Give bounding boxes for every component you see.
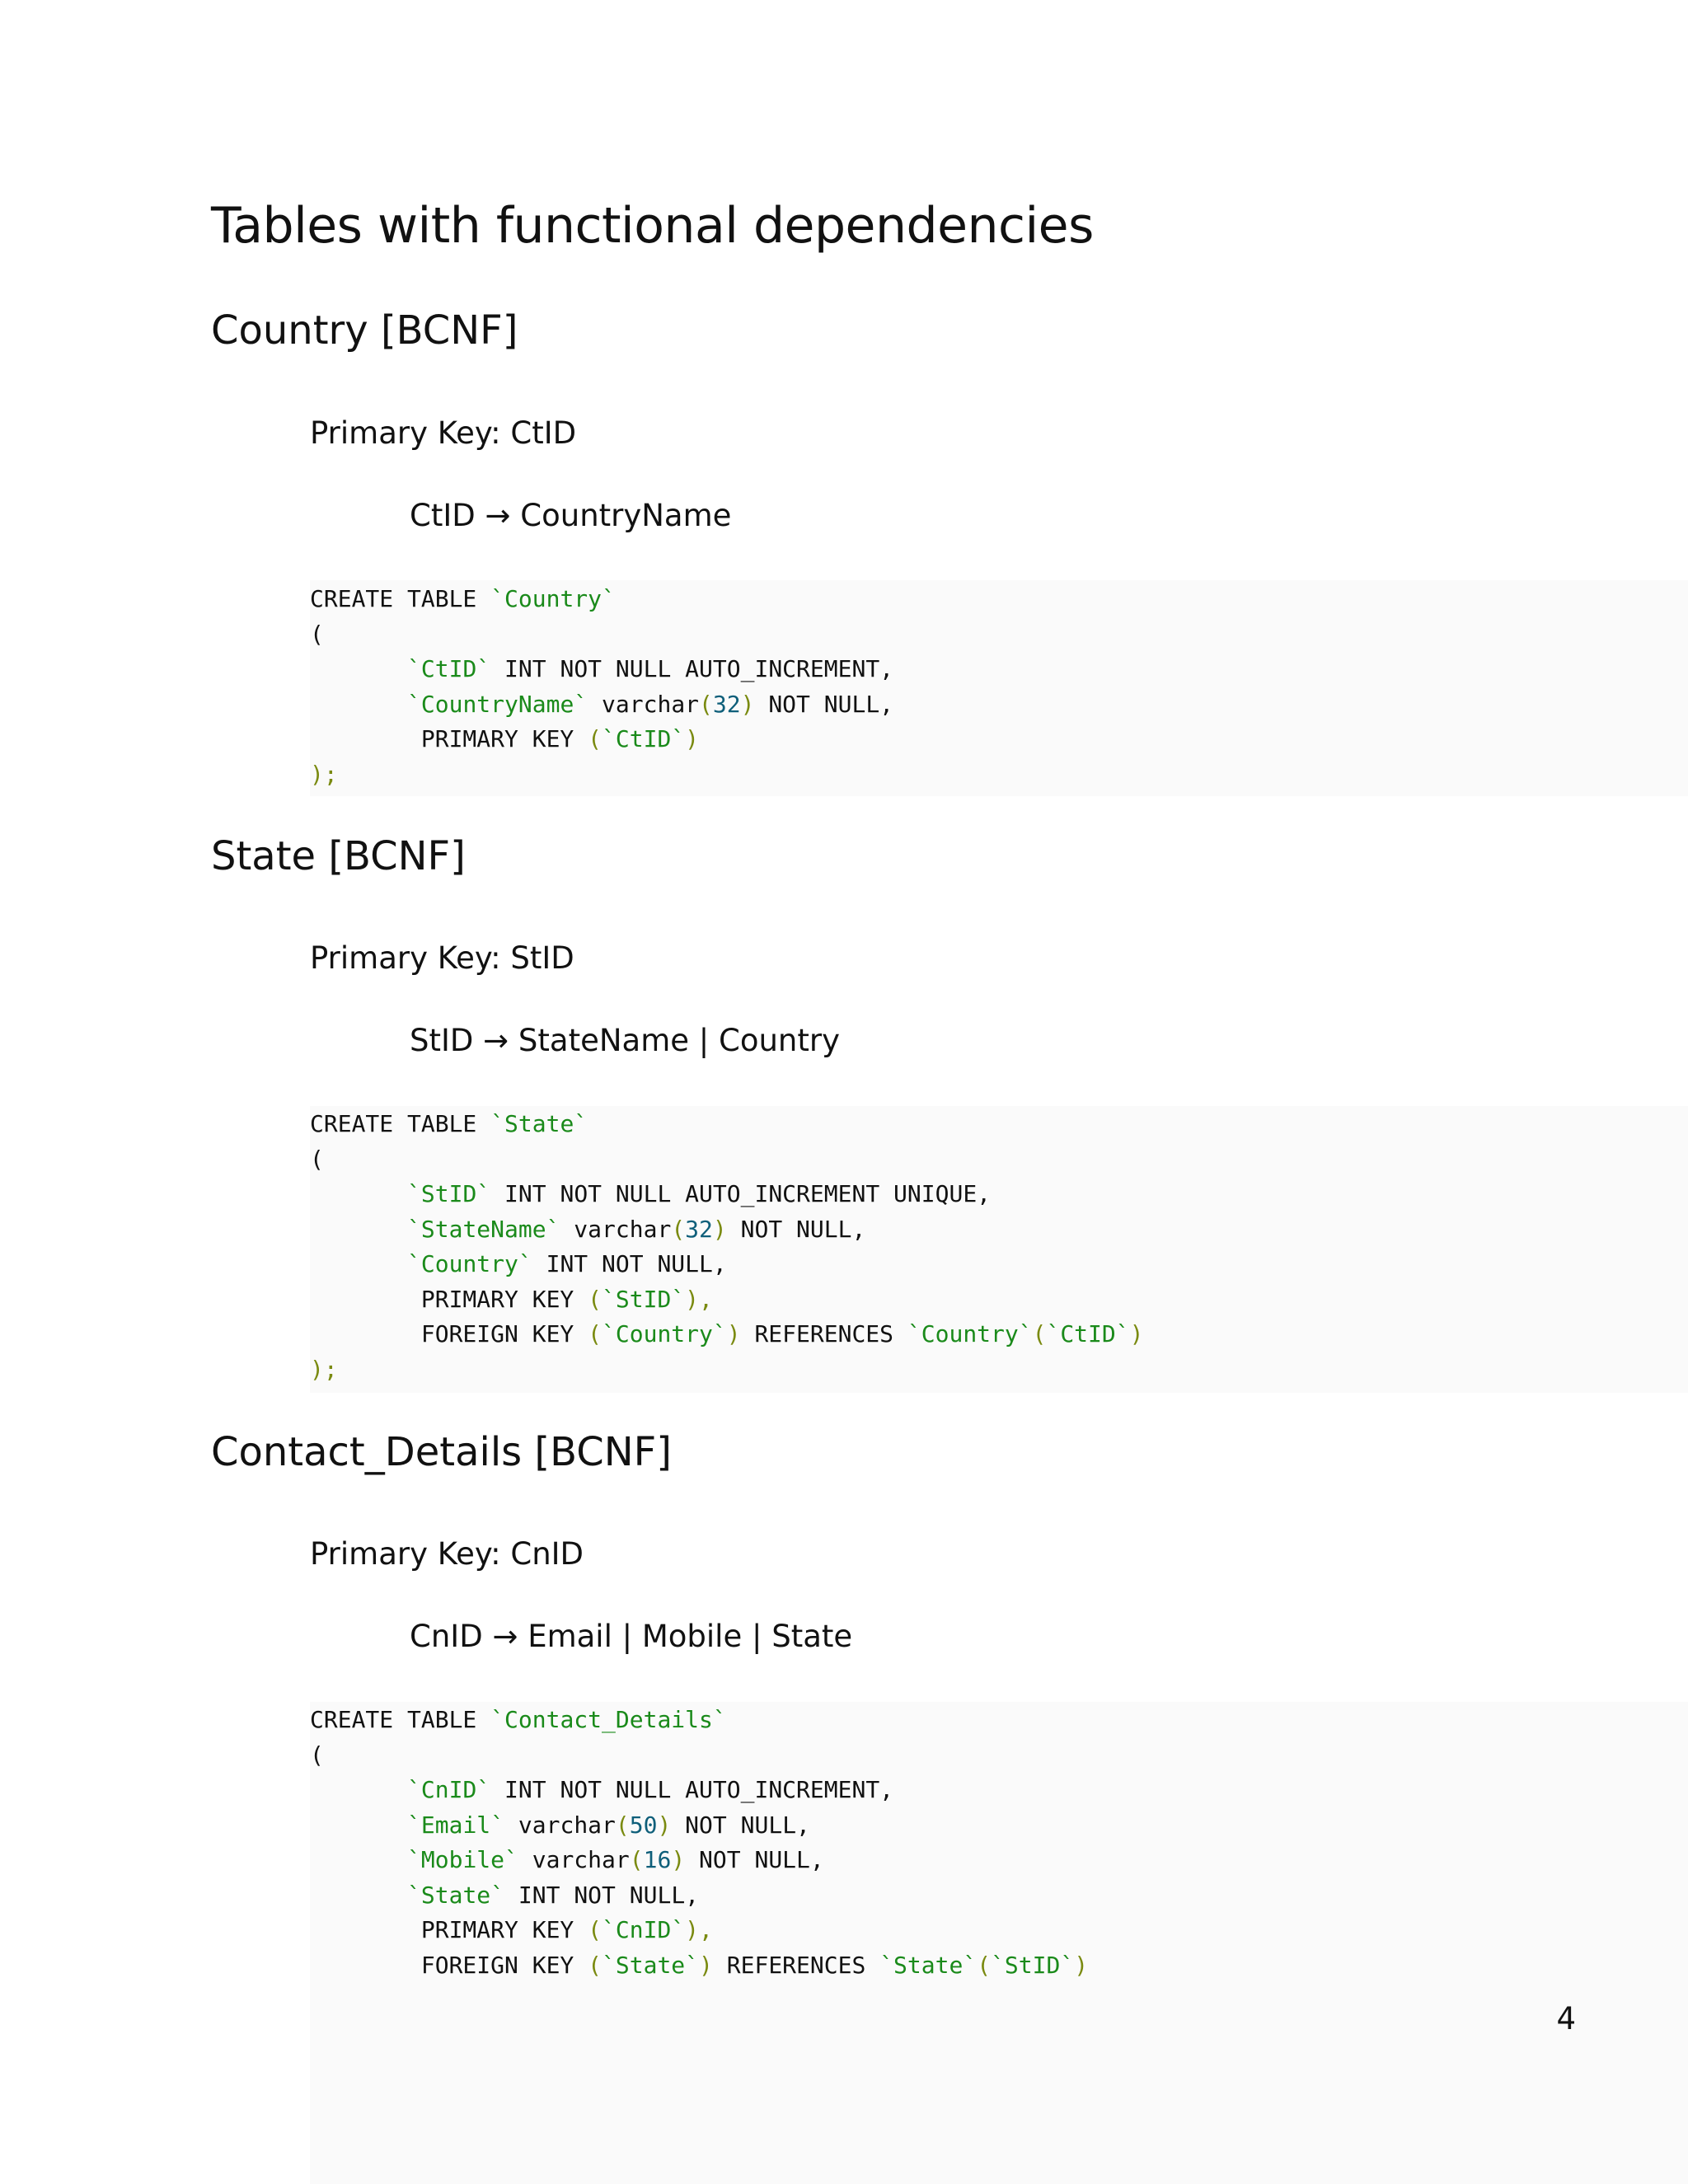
section-heading-contact-details: Contact_Details [BCNF] <box>211 1429 672 1475</box>
code-token: ) <box>726 1320 741 1347</box>
code-token: `State` <box>602 1951 700 1979</box>
section-heading-state: State [BCNF] <box>211 833 466 879</box>
code-line <box>310 1843 1088 1878</box>
code-token: ( <box>588 1951 603 1979</box>
code-token: ( <box>615 1811 630 1839</box>
code-token: ), <box>685 1916 713 1943</box>
code-token: `CnID` <box>602 1916 686 1943</box>
code-token: ) <box>712 1215 727 1243</box>
code-token: FOREIGN KEY <box>310 1320 588 1347</box>
code-token: `StID` <box>991 1951 1075 1979</box>
code-token: CREATE TABLE <box>310 585 491 612</box>
code-line <box>310 1247 1143 1282</box>
code-token <box>310 1180 407 1207</box>
code-token: varchar <box>504 1811 616 1839</box>
primary-key-contact-details: Primary Key: CnID <box>310 1536 584 1572</box>
code-token: NOT NULL, <box>726 1215 866 1243</box>
code-line <box>310 1913 1088 1948</box>
code-token: ( <box>699 690 713 718</box>
code-token: ) <box>740 690 755 718</box>
code-line <box>310 1317 1143 1352</box>
sql-code-contact-details <box>310 1703 1088 1983</box>
code-line <box>310 1177 1143 1212</box>
code-token <box>310 691 407 718</box>
code-token: varchar <box>588 690 700 718</box>
code-token: `StateName` <box>407 1215 560 1243</box>
code-line <box>310 1738 1088 1774</box>
code-token: `CtID` <box>602 725 686 752</box>
code-token: INT NOT NULL AUTO_INCREMENT, <box>490 655 894 682</box>
code-token: CREATE TABLE <box>310 1110 491 1137</box>
code-token: varchar <box>518 1846 630 1873</box>
code-token: ( <box>629 1846 644 1873</box>
code-token <box>310 1811 407 1839</box>
code-token: `CountryName` <box>407 690 588 718</box>
code-line <box>310 1703 1088 1738</box>
code-token: NOT NULL, <box>671 1811 810 1839</box>
primary-key-country: Primary Key: CtID <box>310 415 577 451</box>
code-token <box>310 1776 407 1803</box>
code-token: ) <box>671 1846 686 1873</box>
code-token: ); <box>310 1355 338 1383</box>
dependency-contact-details: CnID → Email | Mobile | State <box>410 1619 853 1654</box>
code-token: CREATE TABLE <box>310 1706 491 1733</box>
code-line <box>310 1948 1088 1984</box>
code-token: 32 <box>685 1215 713 1243</box>
code-token: INT NOT NULL AUTO_INCREMENT, <box>490 1776 894 1803</box>
primary-key-state: Primary Key: StID <box>310 940 574 976</box>
code-line <box>310 617 893 653</box>
code-token: REFERENCES <box>712 1951 880 1979</box>
code-token: `State` <box>490 1110 588 1137</box>
code-line <box>310 1212 1143 1248</box>
code-token: INT NOT NULL AUTO_INCREMENT UNIQUE, <box>490 1180 992 1207</box>
code-token: ( <box>588 1916 603 1943</box>
code-line <box>310 757 893 793</box>
code-token: `StID` <box>407 1180 491 1207</box>
code-token: INT NOT NULL, <box>532 1250 727 1277</box>
code-token: 16 <box>643 1846 672 1873</box>
code-token <box>310 1216 407 1243</box>
code-token <box>310 1846 407 1873</box>
code-token: `Country` <box>602 1320 727 1347</box>
section-heading-country: Country [BCNF] <box>211 307 518 354</box>
code-token: REFERENCES <box>740 1320 907 1347</box>
code-token: `CtID` <box>1046 1320 1130 1347</box>
code-token: `Country` <box>407 1250 532 1277</box>
sql-code-state <box>310 1107 1143 1387</box>
code-line <box>310 1773 1088 1808</box>
code-token: INT NOT NULL, <box>504 1881 700 1909</box>
code-token: `Mobile` <box>407 1846 518 1873</box>
page-number: 4 <box>1556 2001 1576 2036</box>
code-token: NOT NULL, <box>754 690 894 718</box>
code-token: `Country` <box>907 1320 1033 1347</box>
code-token: 50 <box>629 1811 658 1839</box>
code-token <box>310 1882 407 1909</box>
code-token: NOT NULL, <box>685 1846 824 1873</box>
code-token: ( <box>588 1320 603 1347</box>
code-token <box>310 1250 407 1277</box>
code-token: ) <box>1074 1951 1089 1979</box>
code-token: ( <box>1032 1320 1047 1347</box>
code-token: ( <box>588 725 603 752</box>
code-token: ( <box>310 1145 324 1173</box>
code-line <box>310 1282 1143 1318</box>
code-token: PRIMARY KEY <box>310 725 588 752</box>
code-token: `Country` <box>490 585 616 612</box>
code-token: ( <box>671 1215 686 1243</box>
code-token: varchar <box>560 1215 672 1243</box>
code-token: ) <box>1129 1320 1144 1347</box>
code-line <box>310 722 893 757</box>
code-line <box>310 1878 1088 1914</box>
code-line <box>310 1142 1143 1178</box>
code-token: ( <box>310 620 324 648</box>
code-line <box>310 582 893 617</box>
code-token: `State` <box>879 1951 978 1979</box>
code-token: ); <box>310 760 338 788</box>
code-line <box>310 687 893 723</box>
code-token: ( <box>977 1951 992 1979</box>
code-token: ( <box>310 1741 324 1769</box>
code-token: ( <box>588 1285 603 1313</box>
code-token: `CtID` <box>407 655 491 682</box>
code-line <box>310 1808 1088 1844</box>
code-token: `Contact_Details` <box>490 1706 727 1733</box>
code-token: ) <box>685 725 700 752</box>
sql-code-country <box>310 582 893 792</box>
code-token: ) <box>657 1811 672 1839</box>
code-token: FOREIGN KEY <box>310 1951 588 1979</box>
code-line <box>310 1352 1143 1388</box>
code-token <box>310 655 407 682</box>
code-token: ) <box>699 1951 713 1979</box>
code-token: PRIMARY KEY <box>310 1285 588 1313</box>
page-title: Tables with functional dependencies <box>211 197 1094 255</box>
dependency-country: CtID → CountryName <box>410 498 732 533</box>
code-line <box>310 1107 1143 1142</box>
code-line <box>310 652 893 687</box>
code-token: 32 <box>712 690 741 718</box>
code-token: `StID` <box>602 1285 686 1313</box>
dependency-state: StID → StateName | Country <box>410 1023 840 1058</box>
code-token: `Email` <box>407 1811 505 1839</box>
code-token: `State` <box>407 1881 505 1909</box>
code-token: PRIMARY KEY <box>310 1916 588 1943</box>
code-token: `CnID` <box>407 1776 491 1803</box>
code-token: ), <box>685 1285 713 1313</box>
